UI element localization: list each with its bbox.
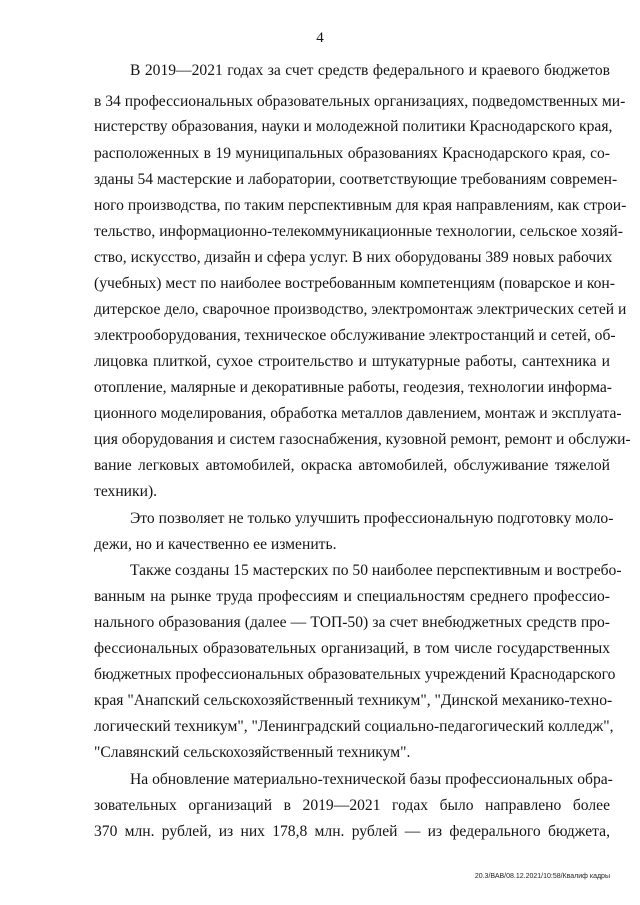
text-line: вание легковых автомобилей, окраска автомобилей, обслуживание тяжелой <box>94 457 610 474</box>
text-line: ного производства, по таким перспективным для края направлениям, как строи- <box>94 197 627 214</box>
text-line: ционного моделирования, обработка металлов давлением, монтаж и эксплуата- <box>94 405 622 422</box>
text-line: (учебных) мест по наиболее востребованным компетенциям (поварское и кон- <box>94 275 615 292</box>
text-line: в 34 профессиональных образовательных организациях, подведомственных ми- <box>94 93 626 110</box>
text-line: 370 млн. рублей, из них 178,8 млн. рублей — из федерального бюджета, <box>94 823 610 840</box>
text-line: зданы 54 мастерские и лаборатории, соответствующие требованиям современ- <box>94 171 618 188</box>
text-line: В 2019—2021 годах за счет средств федерального и краевого бюджетов <box>130 62 610 79</box>
text-line: нального образования (далее — ТОП-50) за счет внебюджетных средств про- <box>94 614 610 631</box>
text-line: дитерское дело, сварочное производство, электромонтаж электрических сетей и <box>94 301 627 318</box>
text-line: расположенных в 19 муниципальных образованиях Краснодарского края, со- <box>94 145 610 162</box>
text-line: зовательных организаций в 2019—2021 годах было направлено более <box>94 797 610 814</box>
text-line: края "Анапский сельскохозяйственный техникум", "Динской механико-техно- <box>94 692 613 709</box>
document-footer-stamp: 20.3/ВАВ/08.12.2021/10:58/Квалиф кадры <box>474 873 610 880</box>
text-line: отопление, малярные и декоративные работы, геодезия, технологии информа- <box>94 379 612 396</box>
text-line: ванным на рынке труда профессиям и специальностям среднего профессио- <box>94 588 610 605</box>
text-line: тельство, информационно-телекоммуникационные технологии, сельское хозяй- <box>94 223 623 240</box>
page-number: 4 <box>316 30 324 46</box>
text-line: лицовка плиткой, сухое строительство и штукатурные работы, сантехника и <box>94 353 610 370</box>
text-line: ство, искусство, дизайн и сфера услуг. В них оборудованы 389 новых рабочих <box>94 249 613 266</box>
text-line: логический техникум", "Ленинградский социально-педагогический колледж", <box>94 718 614 735</box>
text-line: техники). <box>94 483 158 500</box>
text-line: Также созданы 15 мастерских по 50 наиболее перспективным и востребо- <box>130 562 622 579</box>
text-line: нистерству образования, науки и молодежной политики Краснодарского края, <box>94 118 613 135</box>
text-line: "Славянский сельскохозяйственный техникум". <box>94 744 411 761</box>
text-line: фессиональных образовательных организаций, в том числе государственных <box>94 640 610 657</box>
text-line: дежи, но и качественно ее изменить. <box>94 536 337 553</box>
text-line: электрооборудования, техническое обслуживание электростанций и сетей, об- <box>94 327 616 344</box>
text-line: ция оборудования и систем газоснабжения, кузовной ремонт, ремонт и обслужи- <box>94 431 631 448</box>
text-line: Это позволяет не только улучшить профессиональную подготовку моло- <box>130 510 614 527</box>
text-line: На обновление материально-технической базы профессиональных обра- <box>130 771 613 788</box>
text-line: бюджетных профессиональных образовательных учреждений Краснодарского <box>94 666 616 683</box>
